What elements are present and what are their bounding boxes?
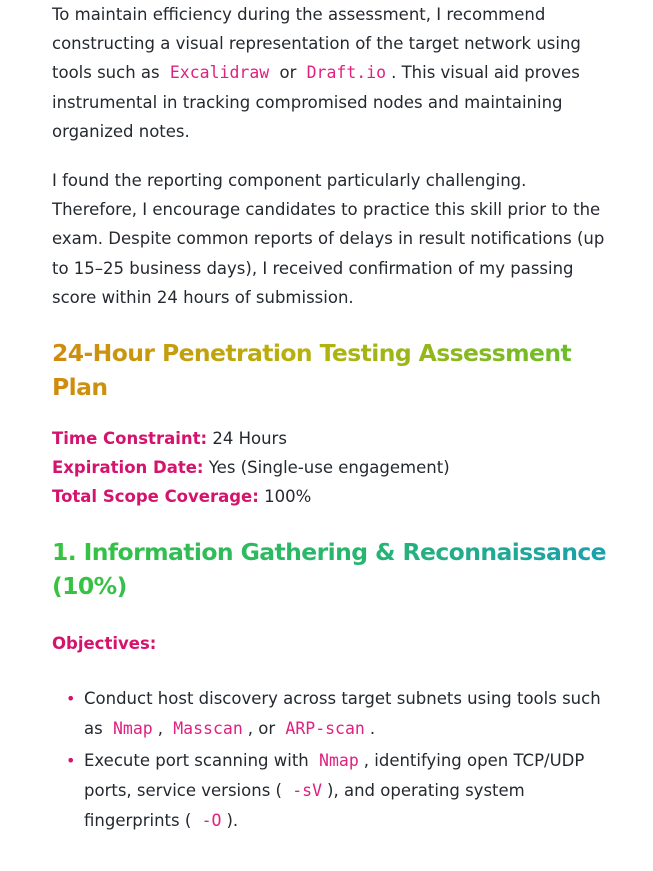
objectives-list <box>52 684 613 836</box>
list-item <box>66 684 613 744</box>
code-masscan: Masscan <box>173 719 243 739</box>
meta-value: 100% <box>264 487 312 507</box>
section-heading-recon: 1. Information Gathering & Reconnaissance (10%) <box>52 535 613 603</box>
plan-heading: 24-Hour Penetration Testing Assessment Plan <box>52 336 613 404</box>
paragraph-text: . This visual aid proves instrumental in tracking compromised nodes and maintaining organized notes. <box>52 63 580 141</box>
code-arp-scan: ARP-scan <box>285 719 365 739</box>
meta-total-scope <box>52 482 613 511</box>
code-nmap: Nmap <box>112 719 153 739</box>
list-item-text: , or <box>247 719 276 739</box>
meta-label: Expiration Date: <box>52 458 204 478</box>
meta-label: Time Constraint: <box>52 429 208 449</box>
list-item <box>66 746 613 836</box>
plan-meta <box>52 424 613 511</box>
paragraph-tools <box>52 0 613 146</box>
code-excalidraw: Excalidraw <box>169 63 270 83</box>
list-item-text: Execute port scanning with <box>84 751 309 771</box>
meta-value: 24 Hours <box>212 429 287 449</box>
list-item-text: ), and operating system fingerprints ( <box>84 781 525 831</box>
code-nmap: Nmap <box>319 751 359 771</box>
paragraph-text: or <box>279 63 297 83</box>
objectives-label: Objectives: <box>52 634 157 654</box>
bullet-icon: • <box>66 751 76 771</box>
list-item-text: , identifying open TCP/UDP ports, service versions ( <box>84 751 585 801</box>
meta-time-constraint <box>52 424 613 453</box>
code-sv-flag: -sV <box>292 781 323 801</box>
paragraph-text: To maintain efficiency during the assessment, I recommend constructing a visual representation of the target network using tools such as <box>52 5 581 83</box>
list-item-text: . <box>369 719 376 739</box>
code-draftio: Draft.io <box>306 63 387 83</box>
list-item-text: Conduct host discovery across target subnets using tools such as <box>84 689 601 739</box>
meta-expiration-date <box>52 453 613 482</box>
bullet-icon: • <box>66 689 76 709</box>
meta-value: Yes (Single-use engagement) <box>208 458 450 478</box>
paragraph-reporting: I found the reporting component particularly challenging. Therefore, I encourage candidates to practice this skill prior to the exam. Despite common reports of delays in result notifications (up to 15–25 business days), I received confirmation of my passing score within 24 hours of submission. <box>52 171 605 307</box>
meta-label: Total Scope Coverage: <box>52 487 259 507</box>
list-item-text: ). <box>226 811 239 831</box>
list-item-text: , <box>157 719 163 739</box>
code-o-flag: -O <box>201 811 222 831</box>
